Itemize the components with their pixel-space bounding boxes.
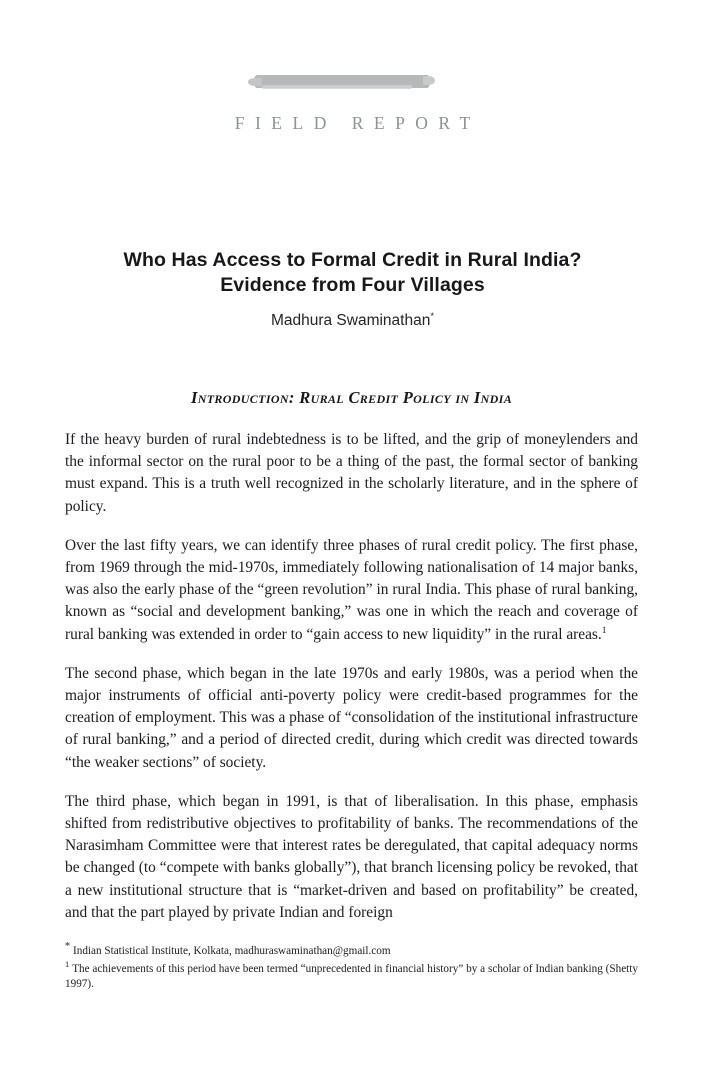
redaction-mark bbox=[0, 70, 705, 96]
paragraph: If the heavy burden of rural indebtedness is to be lifted, and the grip of moneylenders and the informal sector on the rural poor to be a thing of the past, the formal sector of banking must expand. This is a truth well recognized in the scholarly literature, and in the sphere of policy. bbox=[65, 431, 638, 515]
footnote-marker: 1 bbox=[65, 959, 70, 969]
page-title bbox=[66, 248, 639, 298]
footnote-area bbox=[65, 941, 638, 995]
author-footnote-marker: * bbox=[430, 310, 435, 322]
footnote-text: Indian Statistical Institute, Kolkata, madhuraswaminathan@gmail.com bbox=[73, 945, 391, 957]
running-head: FIELD REPORT bbox=[234, 113, 481, 133]
footnote-item bbox=[65, 959, 638, 993]
footnote-text: The achievements of this period have been termed “unprecedented in financial history” by a scholar of Indian banking (Shetty 1997). bbox=[65, 962, 638, 990]
redaction-bar bbox=[254, 75, 430, 88]
footnote-marker-1: 1 bbox=[601, 625, 607, 636]
footnote-marker: * bbox=[65, 941, 70, 953]
paragraph: The second phase, which began in the late 1970s and early 1980s, was a period when the major instruments of official anti-poverty policy were credit-based programmes for the creation of employment. This was a phase of “consolidation of the institutional infrastructure of rural banking,” and a period of directed credit, during which credit was directed towards “the weaker sections” of society. bbox=[65, 664, 638, 771]
paragraph bbox=[65, 535, 638, 646]
title-line-1: Who Has Access to Formal Credit in Rural India? bbox=[123, 249, 582, 271]
footnote-item bbox=[65, 941, 638, 960]
paragraph: The third phase, which began in 1991, is that of liberalisation. In this phase, emphasis shifted from redistributive objectives to profitability of banks. The recommendations of the Narasimham Committee were that interest rates be deregulated, that capital adequacy norms be changed (to “compete with banks globally”), that branch licensing policy be revoked, that a new institutional structure that is “market-driven and based on profitability” be created, and that the part played by private Indian and foreign bbox=[65, 792, 638, 921]
section-heading: Introduction: Rural Credit Policy in India bbox=[190, 388, 513, 407]
redaction-smear bbox=[262, 85, 412, 89]
author-label: Madhura Swaminathan bbox=[270, 312, 431, 329]
title-block bbox=[66, 248, 639, 330]
paragraph-text: Over the last fifty years, we can identify three phases of rural credit policy. The first phase, from 1969 through the mid-1970s, immediately following nationalisation of 14 major banks, was also the early phase of the “green revolution” in rural India. This phase of rural banking, known as “social and development banking,” was one in which the reach and coverage of rural banking was extended in order to “gain access to new liquidity” in the rural areas. bbox=[65, 536, 638, 643]
article-body bbox=[65, 388, 638, 924]
title-line-2: Evidence from Four Villages bbox=[220, 274, 485, 296]
author-name bbox=[66, 312, 639, 330]
